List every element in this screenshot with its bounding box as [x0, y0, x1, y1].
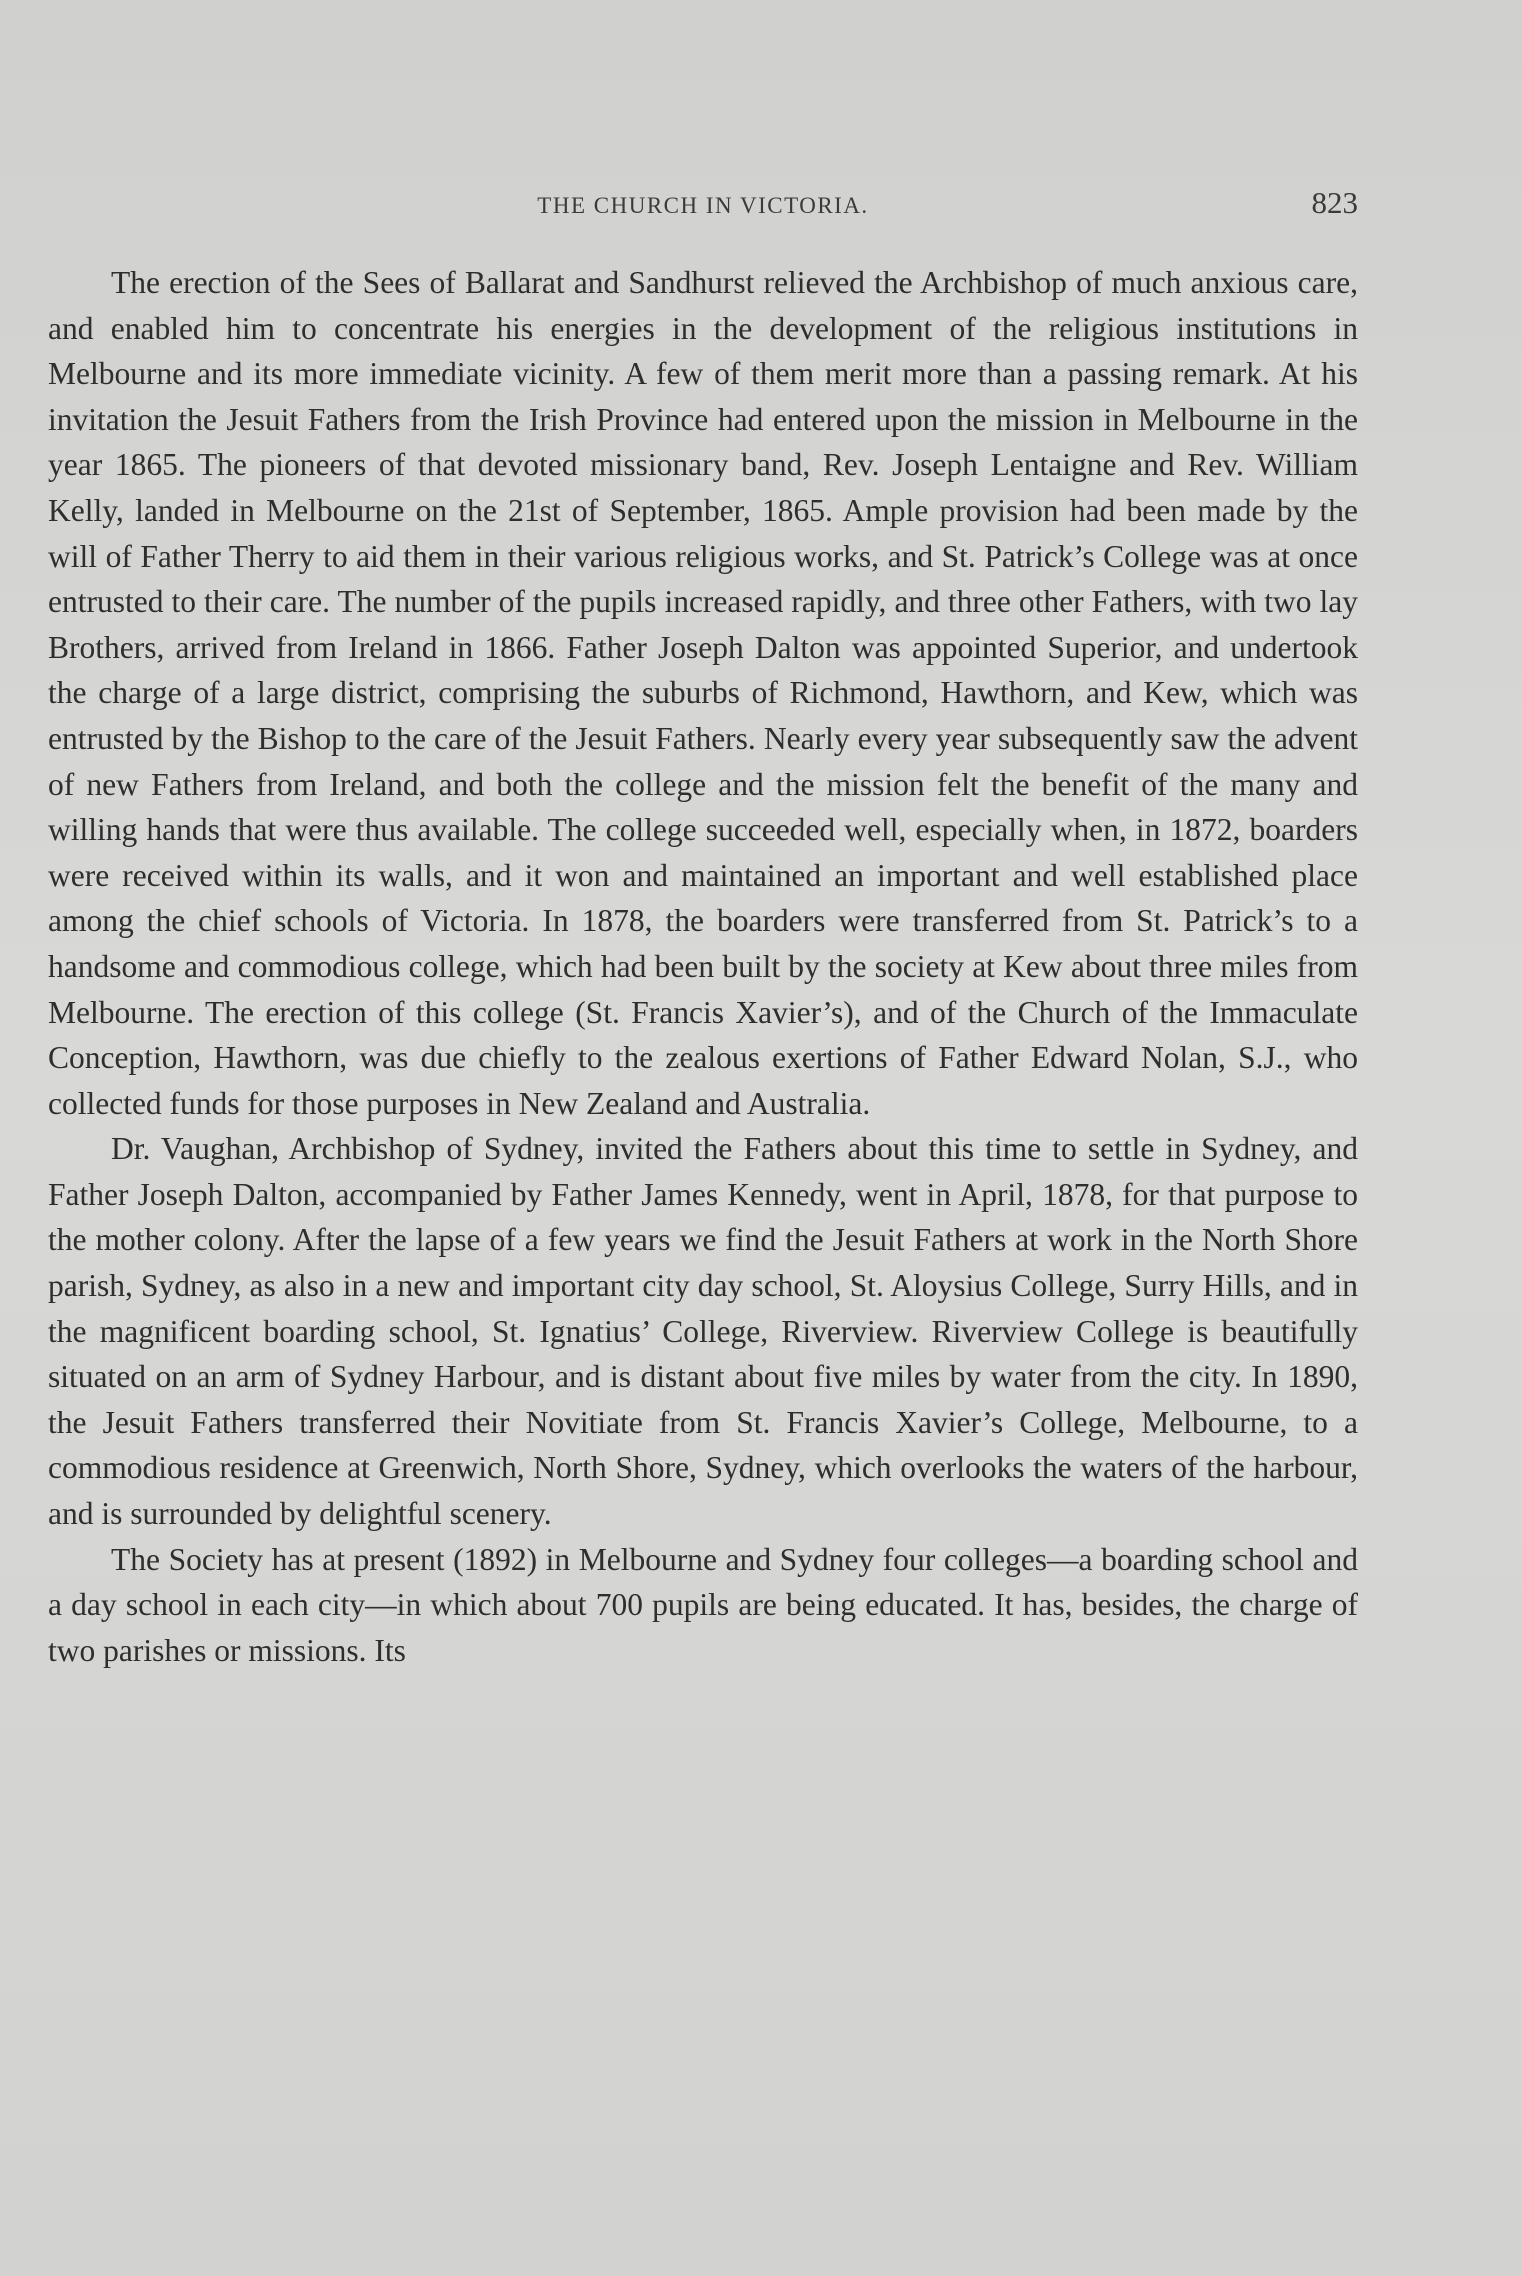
paragraph-dr-vaughan: Dr. Vaughan, Archbishop of Sydney, invited the Fathers about this time to settle in Sydney, and Father Joseph Dalton, accompanied by Father James Kennedy, went in April, 1878, for that purpose to the mother colony. After the lapse of a few years we find the Jesuit Fathers at work in the North Shore parish, Sydney, as also in a new and important city day school, St. Aloysius College, Surry Hills, and in the magnificent boarding school, St. Ignatius’ College, Riverview. Riverview College is beautifully situated on an arm of Sydney Harbour, and is distant about five miles by water from the city. In 1890, the Jesuit Fathers transferred their Novitiate from St. Francis Xavier’s College, Melbourne, to a commodious residence at Greenwich, North Shore, Sydney, which overlooks the waters of the harbour, and is surrounded by delightful scenery. — [48, 1131, 1358, 1532]
body-text — [48, 260, 1358, 1673]
page-number: 823 — [1311, 185, 1358, 220]
running-title: THE CHURCH IN VICTORIA. — [537, 193, 869, 218]
paragraph-society-at-present: The Society has at present (1892) in Melbourne and Sydney four colleges—a boarding school and a day school in each city—in which about 700 pupils are being educated. It has, besides, the charge of two parishes or missions. Its — [48, 1541, 1358, 1668]
paragraph-sees-of-ballarat: The erection of the Sees of Ballarat and Sandhurst relieved the Archbishop of much anxious care, and enabled him to concentrate his energies in the development of the religious institutions in Melbourne and its more immediate vicinity. A few of them merit more than a passing remark. At his invitation the Jesuit Fathers from the Irish Province had entered upon the mission in Melbourne in the year 1865. The pioneers of that devoted missionary band, Rev. Joseph Lentaigne and Rev. William Kelly, landed in Melbourne on the 21st of September, 1865. Ample provision had been made by the will of Father Therry to aid them in their various religious works, and St. Patrick’s College was at once entrusted to their care. The number of the pupils increased rapidly, and three other Fathers, with two lay Brothers, arrived from Ireland in 1866. Father Joseph Dalton was appointed Superior, and undertook the charge of a large district, comprising the suburbs of Richmond, Hawthorn, and Kew, which was entrusted by the Bishop to the care of the Jesuit Fathers. Nearly every year subsequently saw the advent of new Fathers from Ireland, and both the college and the mission felt the benefit of the many and willing hands that were thus available. The college succeeded well, especially when, in 1872, boarders were received within its walls, and it won and maintained an important and well established place among the chief schools of Victoria. In 1878, the boarders were transferred from St. Patrick’s to a handsome and commodious college, which had been built by the society at Kew about three miles from Melbourne. The erection of this college (St. Francis Xavier’s), and of the Church of the Immaculate Conception, Hawthorn, was due chiefly to the zealous exertions of Father Edward Nolan, S.J., who collected funds for those purposes in New Zealand and Australia. — [48, 265, 1358, 1121]
running-head — [48, 185, 1358, 235]
